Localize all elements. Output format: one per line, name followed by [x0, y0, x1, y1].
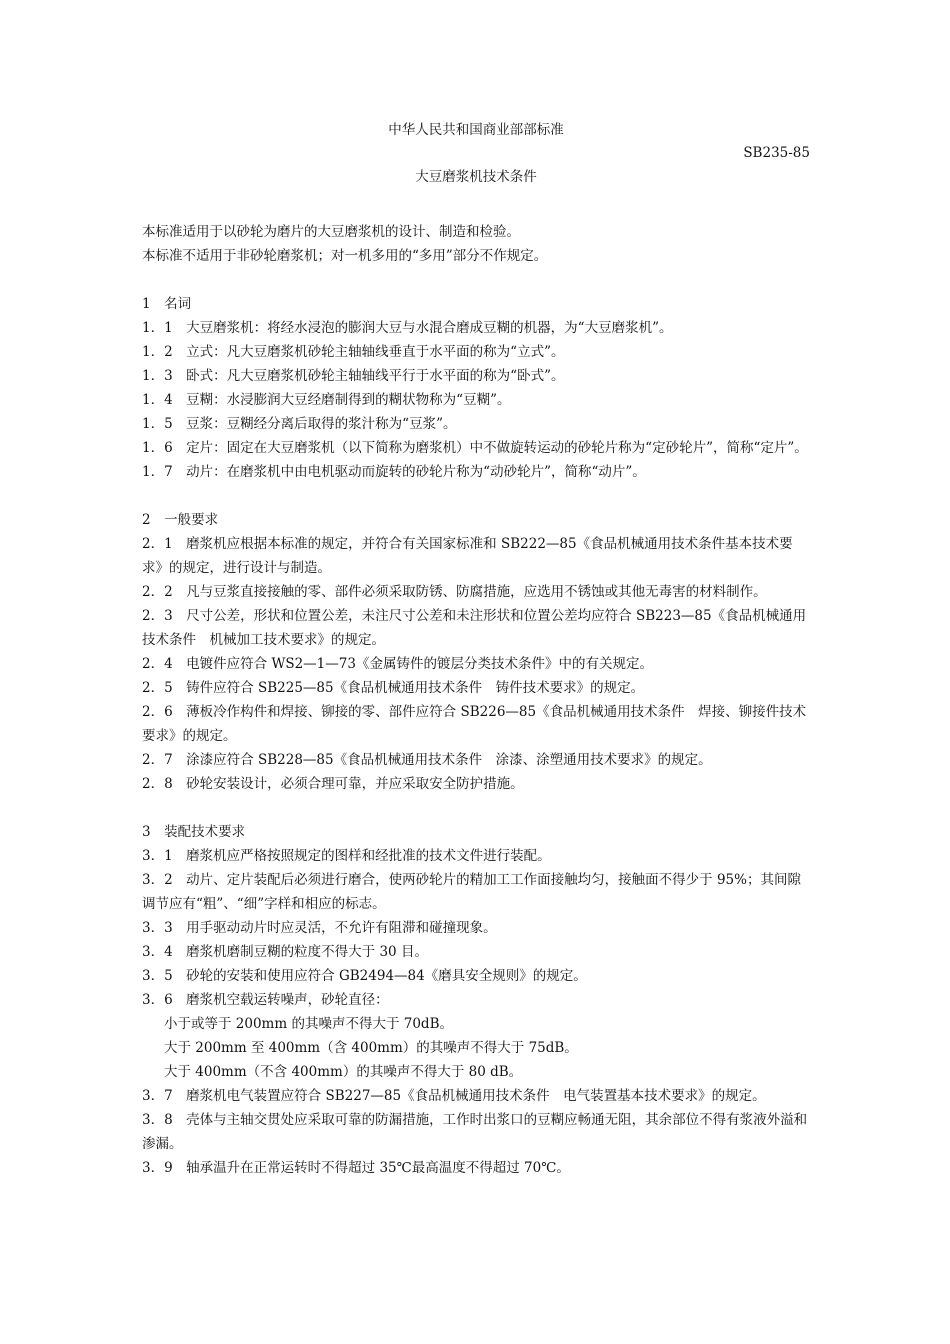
clause: 3．1 磨浆机应严格按照规定的图样和经批准的技术文件进行装配。 — [142, 848, 551, 864]
section-heading: 2 一般要求 — [142, 512, 219, 528]
intro-block — [142, 220, 810, 268]
clause: 2．5 铸件应符合 SB225—85《食品机械通用技术条件 铸件技术要求》的规定。 — [142, 680, 645, 696]
document-title: 大豆磨浆机技术条件 — [415, 169, 537, 185]
clause: 1．1 大豆磨浆机：将经水浸泡的膨润大豆与水混合磨成豆糊的机器，为“大豆磨浆机”。 — [142, 320, 673, 336]
standard-code: SB235-85 — [743, 145, 810, 161]
intro-paragraph: 本标准不适用于非砂轮磨浆机；对一机多用的“多用”部分不作规定。 — [142, 248, 548, 264]
clause: 2．3 尺寸公差，形状和位置公差，未注尺寸公差和未注形状和位置公差均应符合 SB223—85《食品机械通用技术条件 机械加工技术要求》的规定。 — [142, 608, 807, 648]
clause: 2．2 凡与豆浆直接接触的零、部件必须采取防锈、防腐措施，应选用不锈蚀或其他无毒害的材料制作。 — [142, 584, 767, 600]
clause: 3．2 动片、定片装配后必须进行磨合，使两砂轮片的精加工工作面接触均匀，接触面不得少于 95%；其间隙调节应有“粗”、“细”字样和相应的标志。 — [142, 872, 801, 912]
clause: 1．5 豆浆：豆糊经分离后取得的浆汁称为“豆浆”。 — [142, 416, 457, 432]
clause: 2．6 薄板冷作构件和焊接、铆接的零、部件应符合 SB226—85《食品机械通用技术条件 焊接、铆接件技术要求》的规定。 — [142, 704, 807, 744]
clause: 3．3 用手驱动动片时应灵活，不允许有阻滞和碰撞现象。 — [142, 920, 497, 936]
clause: 3．7 磨浆机电气装置应符合 SB227—85《食品机械通用技术条件 电气装置基本技术要求》的规定。 — [142, 1088, 766, 1104]
clause: 3．5 砂轮的安装和使用应符合 GB2494—84《磨具安全规则》的规定。 — [142, 968, 587, 984]
clause: 2．8 砂轮安装设计，必须合理可靠，并应采取安全防护措施。 — [142, 776, 524, 792]
section-assembly-requirements — [142, 820, 810, 1180]
clause: 1．4 豆糊：水浸膨润大豆经磨制得到的糊状物称为“豆糊”。 — [142, 392, 511, 408]
noise-limit-item: 小于或等于 200mm 的其噪声不得大于 70dB。 — [164, 1016, 453, 1032]
clause: 1．2 立式：凡大豆磨浆机砂轮主轴轴线垂直于水平面的称为“立式”。 — [142, 344, 565, 360]
noise-limit-item: 大于 200mm 至 400mm（含 400mm）的其噪声不得大于 75dB。 — [164, 1040, 578, 1056]
clause: 1．6 定片：固定在大豆磨浆机（以下简称为磨浆机）中不做旋转运动的砂轮片称为“定砂轮片”，简称“定片”。 — [142, 440, 808, 456]
clause: 2．1 磨浆机应根据本标准的规定，并符合有关国家标准和 SB222—85《食品机械通用技术条件基本技术要求》的规定，进行设计与制造。 — [142, 536, 793, 576]
clause: 2．4 电镀件应符合 WS2—1—73《金属铸件的镀层分类技术条件》中的有关规定。 — [142, 656, 653, 672]
standard-org-heading: 中华人民共和国商业部部标准 — [388, 122, 564, 138]
intro-paragraph: 本标准适用于以砂轮为磨片的大豆磨浆机的设计、制造和检验。 — [142, 224, 520, 240]
clause: 2．7 涂漆应符合 SB228—85《食品机械通用技术条件 涂漆、涂塑通用技术要求》的规定。 — [142, 752, 712, 768]
section-heading: 1 名词 — [142, 296, 192, 312]
document-page — [142, 110, 810, 1180]
noise-limit-item: 大于 400mm（不含 400mm）的其噪声不得大于 80 dB。 — [164, 1064, 523, 1080]
clause: 1．3 卧式：凡大豆磨浆机砂轮主轴轴线平行于水平面的称为“卧式”。 — [142, 368, 565, 384]
section-general-requirements — [142, 508, 810, 796]
clause: 1．7 动片：在磨浆机中由电机驱动而旋转的砂轮片称为“动砂轮片”，简称“动片”。 — [142, 464, 646, 480]
clause: 3．4 磨浆机磨制豆糊的粒度不得大于 30 目。 — [142, 944, 428, 960]
clause: 3．9 轴承温升在正常运转时不得超过 35℃最高温度不得超过 70℃。 — [142, 1160, 570, 1176]
section-heading: 3 装配技术要求 — [142, 824, 246, 840]
clause: 3．6 磨浆机空载运转噪声，砂轮直径： — [142, 992, 389, 1008]
clause: 3．8 壳体与主轴交贯处应采取可靠的防漏措施，工作时出浆口的豆糊应畅通无阻，其余部位不得有浆液外溢和渗漏。 — [142, 1112, 808, 1152]
section-terms — [142, 292, 810, 484]
